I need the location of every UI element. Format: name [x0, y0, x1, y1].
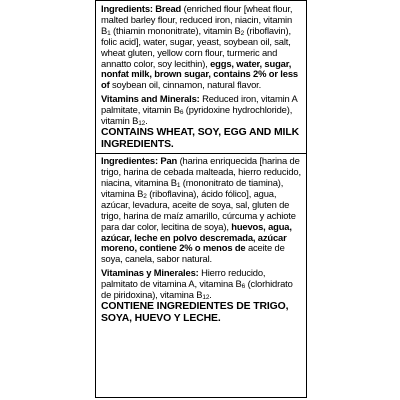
vitamins-es — [101, 268, 301, 301]
b12-subscript-en: 12 — [138, 120, 146, 128]
ingredients-text-en: soybean oil, cinnamon, natural flavor. — [109, 79, 262, 91]
ingredients-text-es: aceite de soya, canela, sabor natural. — [101, 242, 285, 265]
vitamins-text-en: . — [145, 115, 148, 127]
allergen-statement-es: CONTIENE INGREDIENTES DE TRIGO, SOYA, HUEVO Y LECHE. — [101, 300, 289, 324]
ingredients-bold-es: huevos, agua, azúcar, leche en polvo descremada, azúcar moreno, contiene 2% o menos de — [101, 220, 292, 254]
ingredients-es — [101, 156, 301, 265]
ingredients-text-en: (enriched flour [wheat flour, malted barley flour, reduced iron, niacin, vitamin B — [101, 3, 293, 36]
ingredients-label — [95, 0, 307, 398]
vitamins-text-es: . — [209, 289, 212, 301]
b6-subscript-es: 6 — [241, 283, 246, 291]
vitamins-text-en: (pyridoxine hydrochloride), vitamin B — [101, 104, 293, 127]
ingredients-text-en: (thiamin mononitrate), vitamin B — [110, 24, 241, 36]
vitamins-text-es: (clorhidrato de piridoxina), vitamina B — [101, 278, 293, 301]
vitamins-heading-en: Vitamins and Minerals: — [101, 93, 200, 105]
ingredients-text-es: (mononitrato de tiamina), vitamina B — [101, 176, 284, 199]
ingredients-heading-en: Ingredients: Bread — [101, 3, 182, 14]
ingredients-bold-en: eggs, water, sugar, nonfat milk, brown sugar, contains 2% or less of — [101, 57, 298, 91]
ingredients-text-es: (riboflavina), ácido fólico], agua, azúcar, levadura, aceite de soya, sal, gluten de trigo, harina de maíz amarillo, cúrcuma y achiote para dar color, lecitina de soya), — [101, 187, 296, 232]
vitamins-text-es: Hierro reducido, palmitato de vitamina A, vitamina B — [101, 267, 266, 290]
b12-subscript-es: 12 — [202, 294, 210, 302]
b2-subscript-es: 2 — [143, 192, 147, 200]
vitamins-text-en: Reduced iron, vitamin A palmitate, vitamin B — [101, 93, 298, 116]
ingredients-text-en: (riboflavin), folic acid], water, sugar, yeast, soybean oil, salt, wheat gluten, yellow corn flour, turmeric and annatto color, soy lecithin), — [101, 24, 291, 69]
allergen-statement-en: CONTAINS WHEAT, SOY, EGG AND MILK INGREDIENTS. — [101, 126, 299, 150]
divider-line — [96, 153, 306, 154]
b2-subscript-en: 2 — [240, 29, 245, 37]
vitamins-heading-es: Vitaminas y Minerales: — [101, 267, 199, 279]
b1-subscript-es: 1 — [176, 181, 181, 189]
ingredients-en — [101, 4, 301, 91]
ingredients-heading-es: Ingredientes: Pan — [101, 155, 178, 167]
vitamins-en — [101, 94, 301, 127]
ingredients-text-es: (harina enriquecida [harina de trigo, harina de cebada malteada, hierro reducido, niacina, vitamina B — [101, 155, 301, 188]
b6-subscript-en: 6 — [179, 109, 184, 117]
b1-subscript-en: 1 — [107, 29, 111, 37]
